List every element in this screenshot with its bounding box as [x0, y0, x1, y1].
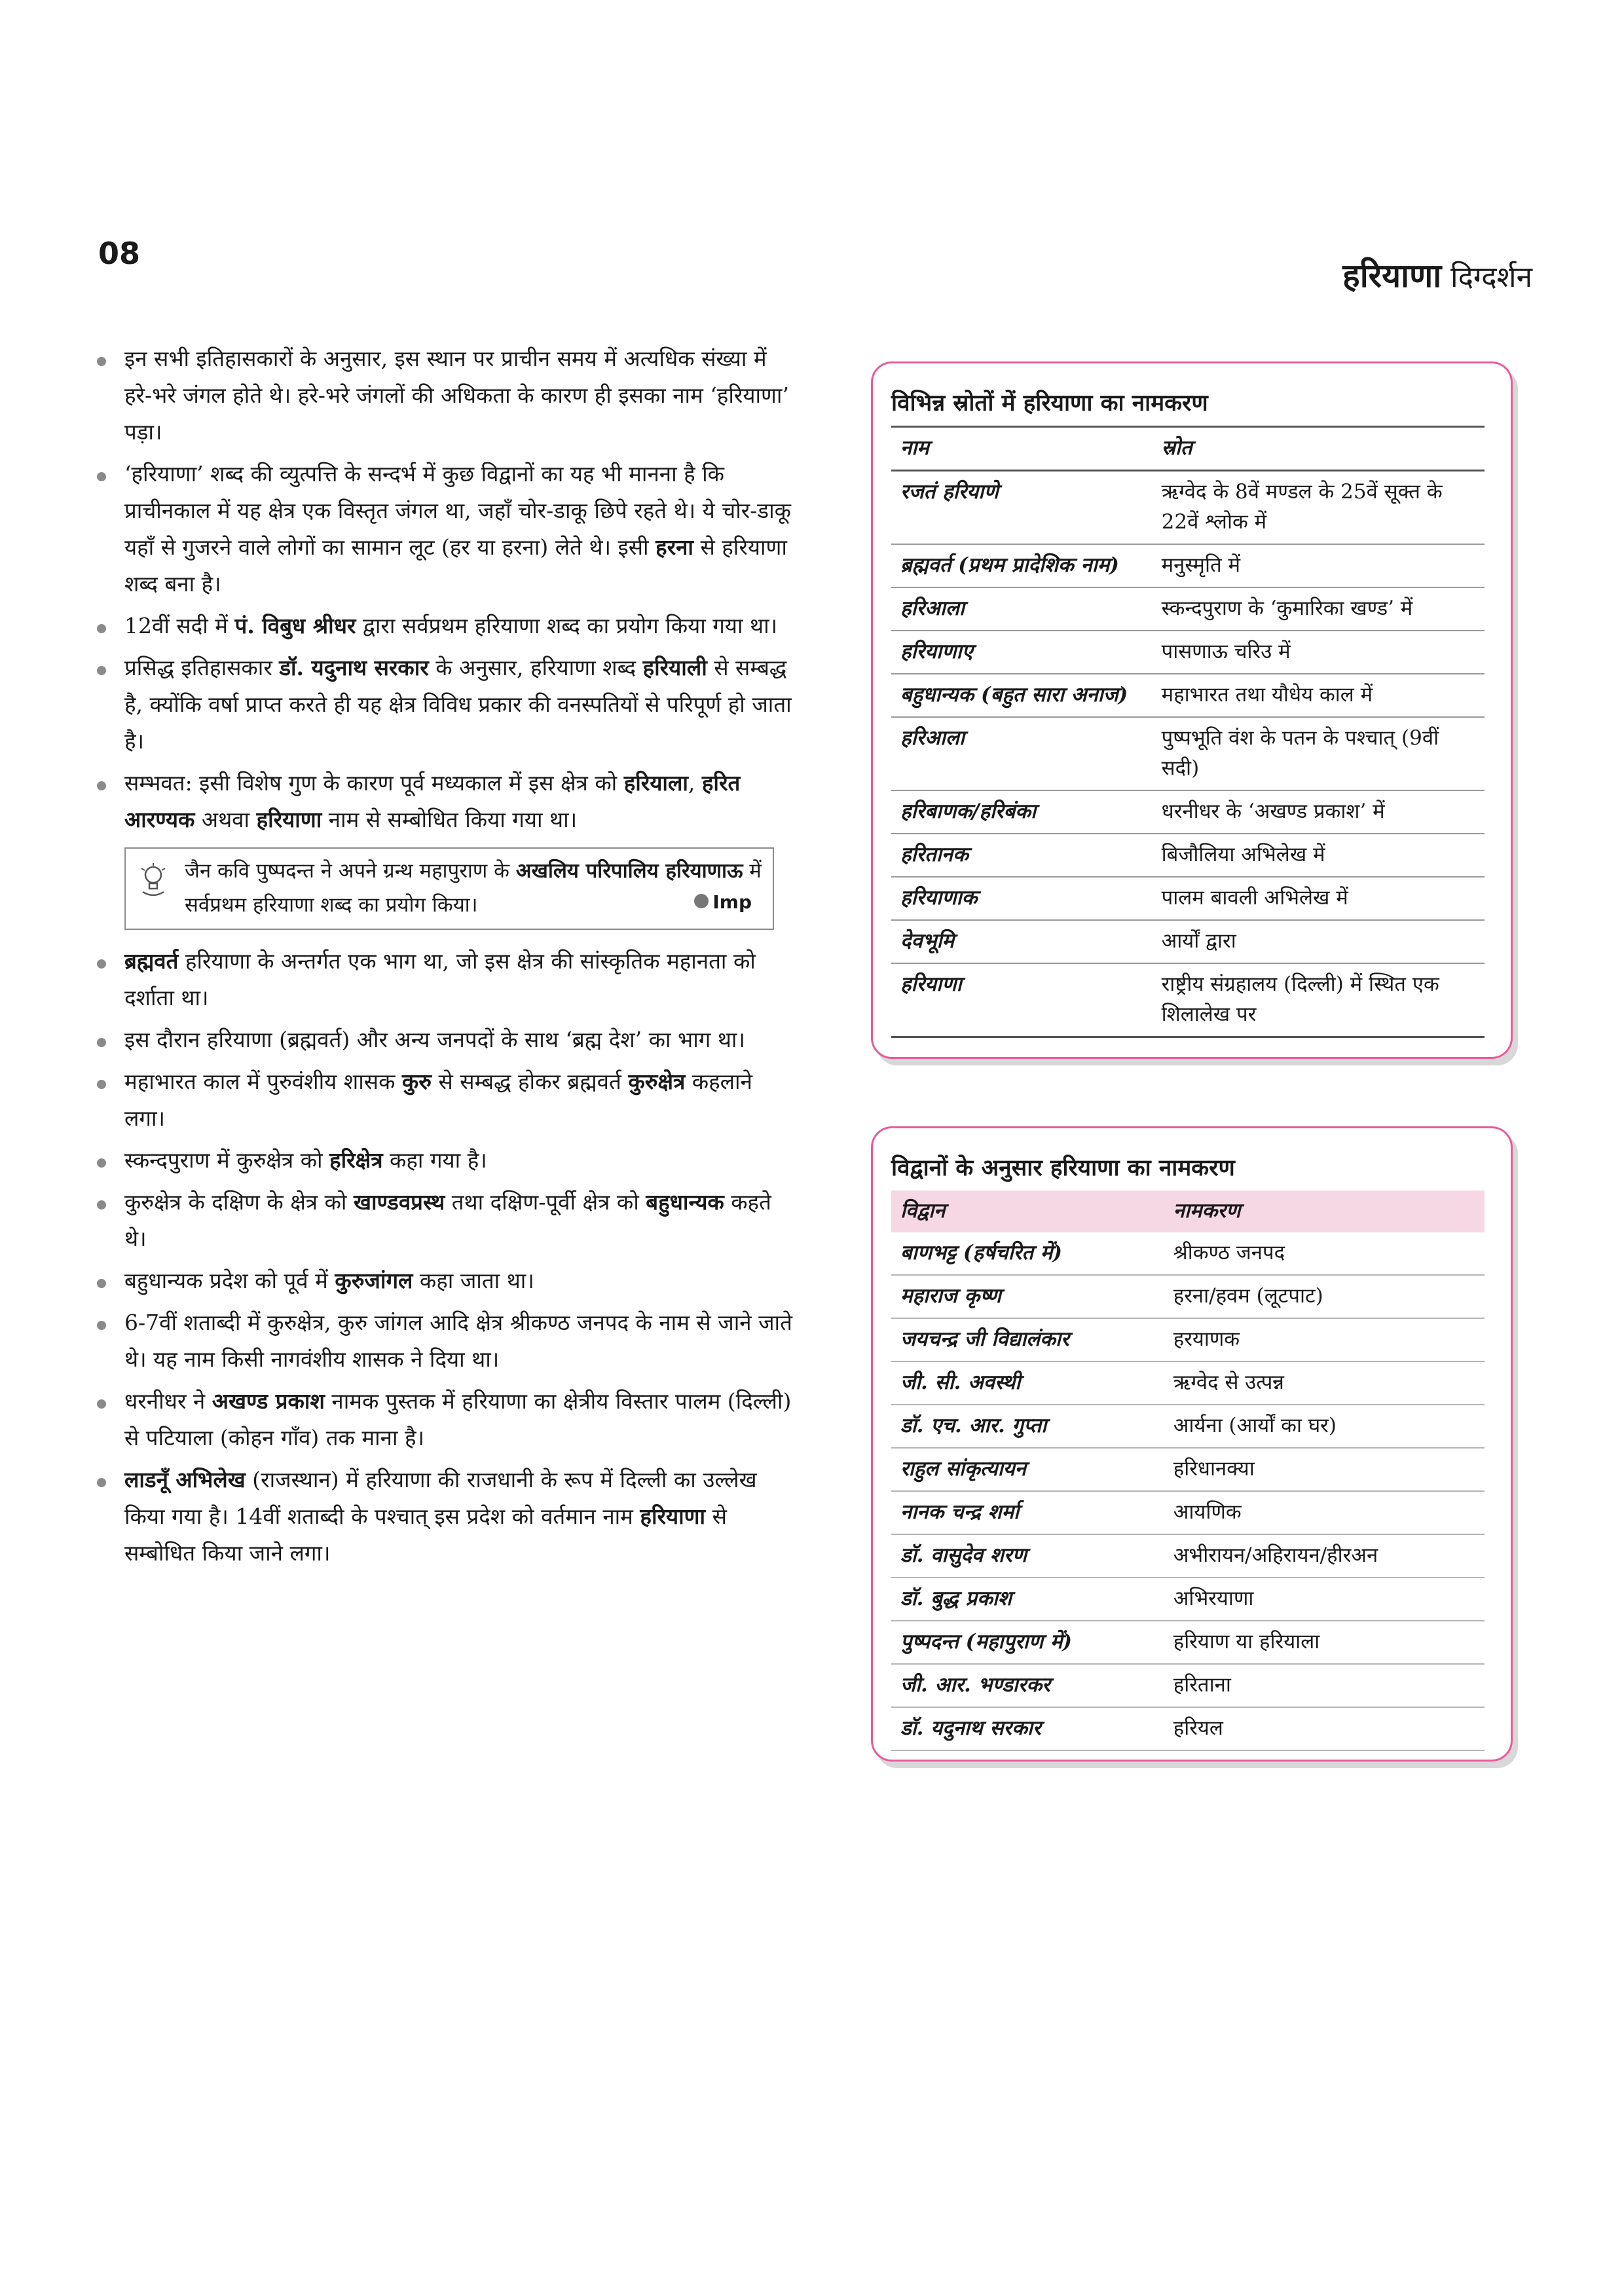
scholars-table	[891, 1191, 1485, 1751]
cell-name: नानक चन्द्र शर्मा	[900, 1500, 1020, 1524]
important-note-text	[185, 859, 762, 917]
cell-value: अभिरयाणा	[1173, 1587, 1254, 1610]
bold-term: कुरुक्षेत्र	[628, 1069, 686, 1094]
bullet-item	[92, 1304, 799, 1378]
bold-term: पं. विबुध श्रीधर	[234, 613, 356, 638]
bullet-item	[92, 1263, 799, 1299]
table-row	[891, 877, 1485, 920]
cell-name: जी. सी. अवस्थी	[900, 1371, 1021, 1394]
bullet-list-2	[92, 943, 799, 1572]
table-row	[891, 544, 1485, 587]
table-row	[891, 1534, 1485, 1578]
table-row	[891, 1491, 1485, 1534]
bullet-item	[92, 650, 799, 760]
bold-term: हरियाला	[623, 770, 688, 796]
table-row	[891, 1448, 1485, 1491]
scholars-naming-box	[871, 1126, 1513, 1762]
cell-name: रजतं हरियाणे	[900, 480, 999, 504]
bullet-list-1	[92, 341, 799, 838]
table-row	[891, 834, 1485, 877]
cell-value: हरिताना	[1173, 1673, 1231, 1697]
table-row	[891, 471, 1485, 545]
text-run: से हरियाणा शब्द बना है।	[124, 534, 787, 597]
table-row	[891, 1664, 1485, 1707]
table-row	[891, 1318, 1485, 1361]
text-run: (राजस्थान) में हरियाणा की राजधानी के रूप में दिल्ली का उल्लेख किया गया है। 14वीं शताब्दी के पश्चात् इस प्रदेश को वर्तमान नाम	[124, 1467, 757, 1529]
cell-value: मनुस्मृति में	[1161, 553, 1241, 577]
cell-value: श्रीकण्ठ जनपद	[1173, 1241, 1285, 1265]
imp-tag	[694, 885, 752, 919]
bold-term: अखलिय परिपालिय हरियाणाऊ	[515, 859, 743, 883]
table-row	[891, 1232, 1485, 1275]
table-row	[891, 1405, 1485, 1448]
table-header-row	[891, 427, 1485, 471]
table-row	[891, 1578, 1485, 1621]
bullet-item	[92, 456, 799, 602]
cell-value: पालम बावली अभिलेख में	[1161, 886, 1348, 910]
cell-name: बाणभट्ट (हर्षचरित में)	[900, 1241, 1062, 1265]
bold-term: हरियाणा	[640, 1504, 706, 1529]
table-row	[891, 674, 1485, 717]
table-row	[891, 1707, 1485, 1750]
text-run: ,	[688, 770, 702, 796]
bold-term: ब्रह्मवर्त	[124, 948, 179, 974]
cell-value: हरियल	[1173, 1716, 1223, 1740]
cell-value: आयणिक	[1173, 1500, 1242, 1524]
running-head-bold: हरियाणा	[1342, 257, 1442, 295]
text-run: सम्भवत: इसी विशेष गुण के कारण पूर्व मध्यकाल में इस क्षेत्र को	[124, 770, 624, 796]
table-row	[891, 631, 1485, 674]
text-run: 12वीं सदी में	[124, 613, 235, 638]
cell-value: महाभारत तथा यौधेय काल में	[1161, 683, 1373, 707]
text-run: अथवा	[194, 807, 257, 832]
bold-term: खाण्डवप्रस्थ	[353, 1189, 445, 1215]
cell-value: धरनीधर के ‘अखण्ड प्रकाश’ में	[1161, 800, 1385, 823]
bold-term: अखण्ड प्रकाश	[212, 1388, 325, 1414]
bullet-item	[92, 1462, 799, 1572]
sources-table	[891, 426, 1485, 1038]
header-source: स्रोत	[1161, 436, 1192, 460]
text-run: जैन कवि पुष्पदन्त ने अपने ग्रन्थ महापुराण के	[185, 859, 516, 883]
table-row	[891, 1621, 1485, 1664]
running-head	[1342, 252, 1532, 297]
bullet-item	[92, 1383, 799, 1456]
cell-name: डॉ. यदुनाथ सरकार	[900, 1716, 1041, 1740]
cell-name: हरियाणाए	[900, 640, 973, 663]
check-icon	[694, 894, 709, 908]
cell-name: हरितानक	[900, 843, 969, 866]
cell-value: बिजौलिया अभिलेख में	[1161, 843, 1325, 866]
cell-name: हरियाणाक	[900, 886, 978, 910]
page-number: 08	[98, 236, 141, 271]
bullet-item	[92, 608, 799, 644]
text-run: धरनीधर ने	[124, 1388, 212, 1414]
table-row	[891, 790, 1485, 834]
text-run: के अनुसार, हरियाणा शब्द	[428, 655, 643, 680]
table-header-row	[891, 1191, 1485, 1232]
bullet-item	[92, 1184, 799, 1257]
cell-name: हरिआला	[900, 726, 965, 750]
text-run: से सम्बद्ध होकर ब्रह्मवर्त	[431, 1069, 629, 1094]
text-run: बहुधान्यक प्रदेश को पूर्व में	[124, 1268, 335, 1293]
cell-value: हरयाणक	[1173, 1327, 1240, 1351]
header-scholar: विद्वान	[900, 1199, 946, 1223]
table-row	[891, 963, 1485, 1037]
bullet-item	[92, 943, 799, 1016]
cell-name: डॉ. बुद्ध प्रकाश	[900, 1587, 1012, 1610]
imp-tag-label: Imp	[712, 891, 752, 913]
cell-value: पुष्पभूति वंश के पतन के पश्चात् (9वीं सदी)	[1161, 726, 1439, 780]
bullet-item	[92, 341, 799, 451]
table-row	[891, 1275, 1485, 1318]
text-run: द्वारा सर्वप्रथम हरियाणा शब्द का प्रयोग किया गया था।	[356, 613, 778, 638]
cell-name: डॉ. एच. आर. गुप्ता	[900, 1414, 1047, 1437]
cell-name: ब्रह्मवर्त (प्रथम प्रादेशिक नाम)	[900, 553, 1119, 577]
cell-value: आर्यों द्वारा	[1161, 929, 1236, 953]
header-name: नाम	[900, 436, 929, 460]
bold-term: हरित आरण्यक	[124, 770, 741, 832]
cell-name: राहुल सांकृत्यायन	[900, 1457, 1026, 1481]
text-run: कहलाने लगा।	[124, 1069, 752, 1131]
cell-name: हरियाणा	[900, 972, 962, 996]
bold-term: हरियाणा	[256, 807, 322, 832]
text-run: इस दौरान हरियाणा (ब्रह्मवर्त) और अन्य जनपदों के साथ ‘ब्रह्म देश’ का भाग था।	[124, 1027, 745, 1052]
text-run: हरियाणा के अन्तर्गत एक भाग था, जो इस क्षेत्र की सांस्कृतिक महानता को दर्शाता था।	[124, 948, 756, 1010]
text-run: महाभारत काल में पुरुवंशीय शासक	[124, 1069, 402, 1094]
cell-value: आर्यना (आर्यों का घर)	[1173, 1414, 1337, 1437]
bullet-item	[92, 1063, 799, 1137]
text-run: से सम्बद्ध है, क्योंकि वर्षा प्राप्त करते ही यह क्षेत्र विविध प्रकार की वनस्पतियों से परिपूर्ण हो जाता है।	[124, 655, 792, 754]
cell-value: हरना/हवम (लूटपाट)	[1173, 1284, 1323, 1308]
cell-name: डॉ. वासुदेव शरण	[900, 1543, 1027, 1567]
bold-term: हरिक्षेत्र	[329, 1147, 383, 1173]
text-run: कहा जाता था।	[413, 1268, 534, 1293]
table-row	[891, 717, 1485, 790]
text-run: तथा दक्षिण-पूर्वी क्षेत्र को	[445, 1189, 646, 1215]
cell-name: जी. आर. भण्डारकर	[900, 1673, 1050, 1697]
bullet-item	[92, 1142, 799, 1179]
text-run: कहते थे।	[124, 1189, 771, 1251]
text-run: ‘हरियाणा’ शब्द की व्युत्पत्ति के सन्दर्भ में कुछ विद्वानों का यह भी मानना है कि प्राचीनकाल में यह क्षेत्र एक विस्तृत जंगल था, जहाँ चोर-डाकू छिपे रहते थे। ये चोर-डाकू यहाँ से गुजरने वाले लोगों का सामान लूट (हर या हरना) लेते थे। इसी	[124, 461, 791, 560]
cell-name: बहुधान्यक (बहुत सारा अनाज)	[900, 683, 1128, 707]
table-row	[891, 920, 1485, 963]
cell-name: जयचन्द्र जी विद्यालंकार	[900, 1327, 1069, 1351]
text-run: इन सभी इतिहासकारों के अनुसार, इस स्थान पर प्राचीन समय में अत्यधिक संख्या में हरे-भरे जंगल होते थे। हरे-भरे जंगलों की अधिकता के कारण ही इसका नाम ‘हरियाणा’ पड़ा।	[124, 346, 789, 445]
text-run: प्रसिद्ध इतिहासकार	[124, 655, 280, 680]
running-head-rest: दिग्दर्शन	[1450, 261, 1532, 294]
bold-term: डॉ. यदुनाथ सरकार	[279, 655, 429, 680]
cell-name: पुष्पदन्त (महापुराण में)	[900, 1630, 1073, 1653]
box2-title: विद्वानों के अनुसार हरियाणा का नामकरण	[891, 1154, 1235, 1181]
bold-term: लाडनूँ अभिलेख	[124, 1467, 246, 1492]
cell-value: स्कन्दपुराण के ‘कुमारिका खण्ड’ में	[1161, 597, 1413, 620]
lightbulb-icon	[140, 863, 166, 898]
cell-name: हरिबाणक/हरिबंका	[900, 800, 1037, 823]
bullet-item	[92, 765, 799, 838]
text-run: में सर्वप्रथम हरियाणा शब्द का प्रयोग किया।	[185, 859, 762, 917]
bullet-item	[92, 1022, 799, 1058]
cell-value: हरियाण या हरियाला	[1173, 1630, 1320, 1653]
text-run: कुरुक्षेत्र के दक्षिण के क्षेत्र को	[124, 1189, 354, 1215]
text-run: कहा गया है।	[382, 1147, 487, 1173]
cell-value: अभीरायन/अहिरायन/हीरअन	[1173, 1543, 1378, 1567]
text-run: नाम से सम्बोधित किया गया था।	[322, 807, 578, 832]
bold-term: हरियाली	[642, 655, 707, 680]
table-row	[891, 587, 1485, 631]
bold-term: कुरु	[401, 1069, 432, 1094]
main-text-column	[92, 341, 799, 1577]
cell-value: राष्ट्रीय संग्रहालय (दिल्ली) में स्थित एक शिलालेख पर	[1161, 972, 1439, 1026]
cell-name: देवभूमि	[900, 929, 955, 953]
bold-term: हरना	[655, 534, 693, 560]
text-run: से सम्बोधित किया जाने लगा।	[124, 1504, 727, 1566]
bold-term: कुरुजांगल	[335, 1268, 413, 1293]
cell-value: हरिधानक्या	[1173, 1457, 1255, 1481]
cell-value: पासणाऊ चरिउ में	[1161, 640, 1291, 663]
cell-value: ऋग्वेद से उत्पन्न	[1173, 1371, 1284, 1394]
text-run: नामक पुस्तक में हरियाणा का क्षेत्रीय विस्तार पालम (दिल्ली) से पटियाला (कोहन गाँव) तक माना है।	[124, 1388, 792, 1450]
bold-term: बहुधान्यक	[646, 1189, 724, 1215]
box1-title: विभिन्न स्रोतों में हरियाणा का नामकरण	[891, 390, 1208, 416]
sources-naming-box	[871, 361, 1513, 1059]
text-run: 6-7वीं शताब्दी में कुरुक्षेत्र, कुरु जांगल आदि क्षेत्र श्रीकण्ठ जनपद के नाम से जाने जाते थे। यह नाम किसी नागवंशीय शासक ने दिया था।	[124, 1310, 792, 1372]
cell-value: ऋग्वेद के 8वें मण्डल के 25वें सूक्त के 22वें श्लोक में	[1161, 480, 1443, 534]
cell-name: हरिआला	[900, 597, 965, 620]
text-run: स्कन्दपुराण में कुरुक्षेत्र को	[124, 1147, 330, 1173]
header-naming: नामकरण	[1173, 1199, 1241, 1223]
cell-name: महाराज कृष्ण	[900, 1284, 1001, 1308]
important-note-box	[124, 847, 774, 930]
table-row	[891, 1361, 1485, 1405]
